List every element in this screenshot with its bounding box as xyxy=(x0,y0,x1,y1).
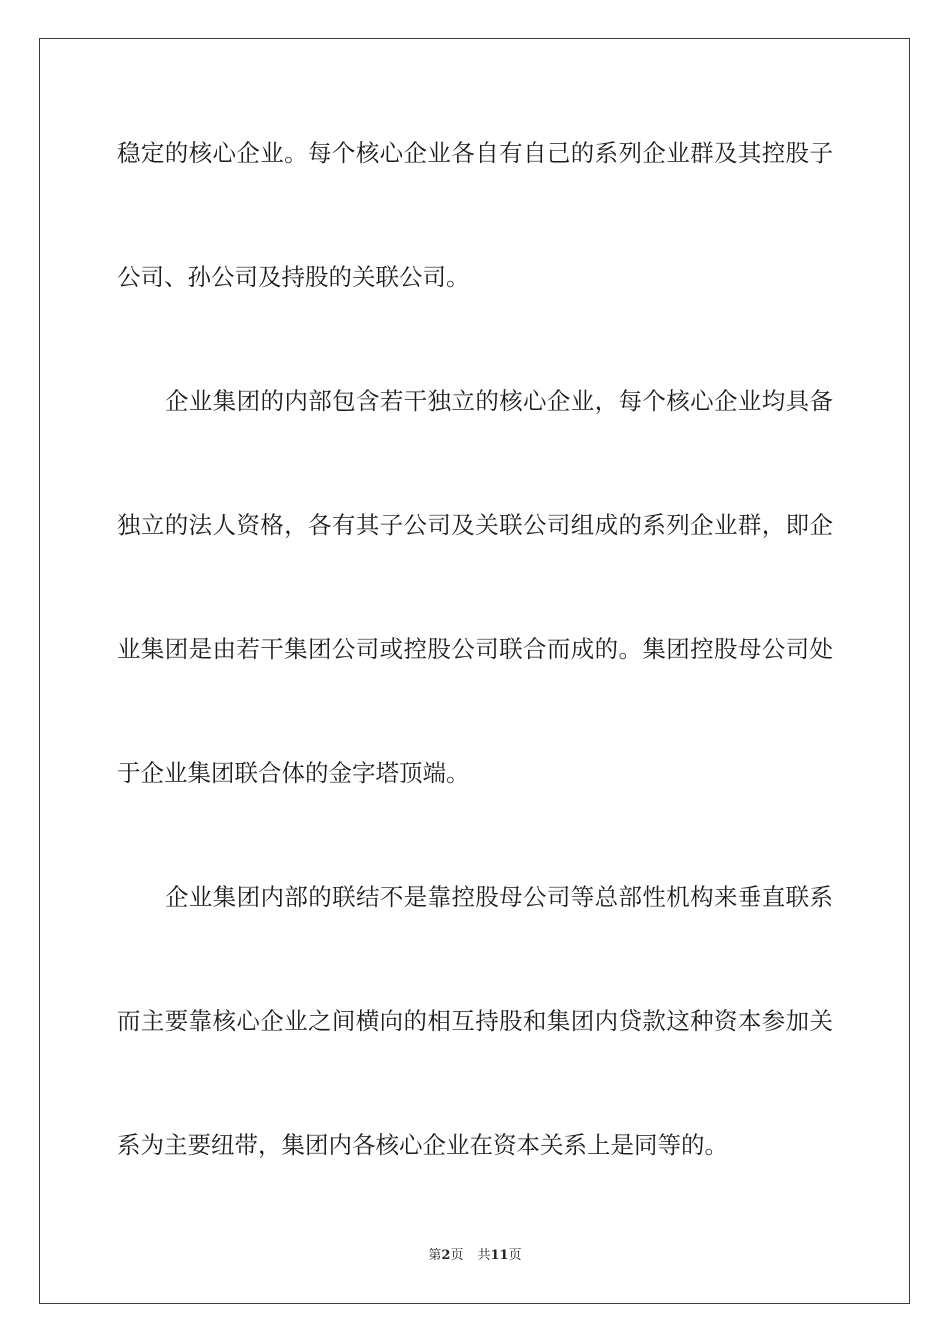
text-line: 企业集团内部的联结不是靠控股母公司等总部性机构来垂直联系 xyxy=(165,883,833,911)
text-line: 独立的法人资格，各有其子公司及关联公司组成的系列企业群，即企 xyxy=(117,511,833,539)
text-line: 公司、孙公司及持股的关联公司。 xyxy=(117,263,470,291)
text-line: 业集团是由若干集团公司或控股公司联合而成的。集团控股母公司处 xyxy=(117,635,833,663)
text-line: 稳定的核心企业。每个核心企业各自有自己的系列企业群及其控股子 xyxy=(117,139,833,167)
text-line: 系为主要纽带，集团内各核心企业在资本关系上是同等的。 xyxy=(117,1131,728,1159)
text-line: 而主要靠核心企业之间横向的相互持股和集团内贷款这种资本参加关 xyxy=(117,1007,833,1035)
text-line: 企业集团的内部包含若干独立的核心企业，每个核心企业均具备 xyxy=(165,387,833,415)
page-footer xyxy=(0,1244,950,1263)
document-body xyxy=(117,128,833,1244)
total-prefix: 共 xyxy=(477,1248,491,1263)
page-suffix: 页 xyxy=(450,1248,464,1263)
page-prefix: 第 xyxy=(428,1248,442,1263)
total-pages: 11 xyxy=(490,1248,509,1263)
text-line: 于企业集团联合体的金字塔顶端。 xyxy=(117,759,470,787)
total-suffix: 页 xyxy=(508,1248,522,1263)
page-number: 2 xyxy=(441,1248,451,1263)
